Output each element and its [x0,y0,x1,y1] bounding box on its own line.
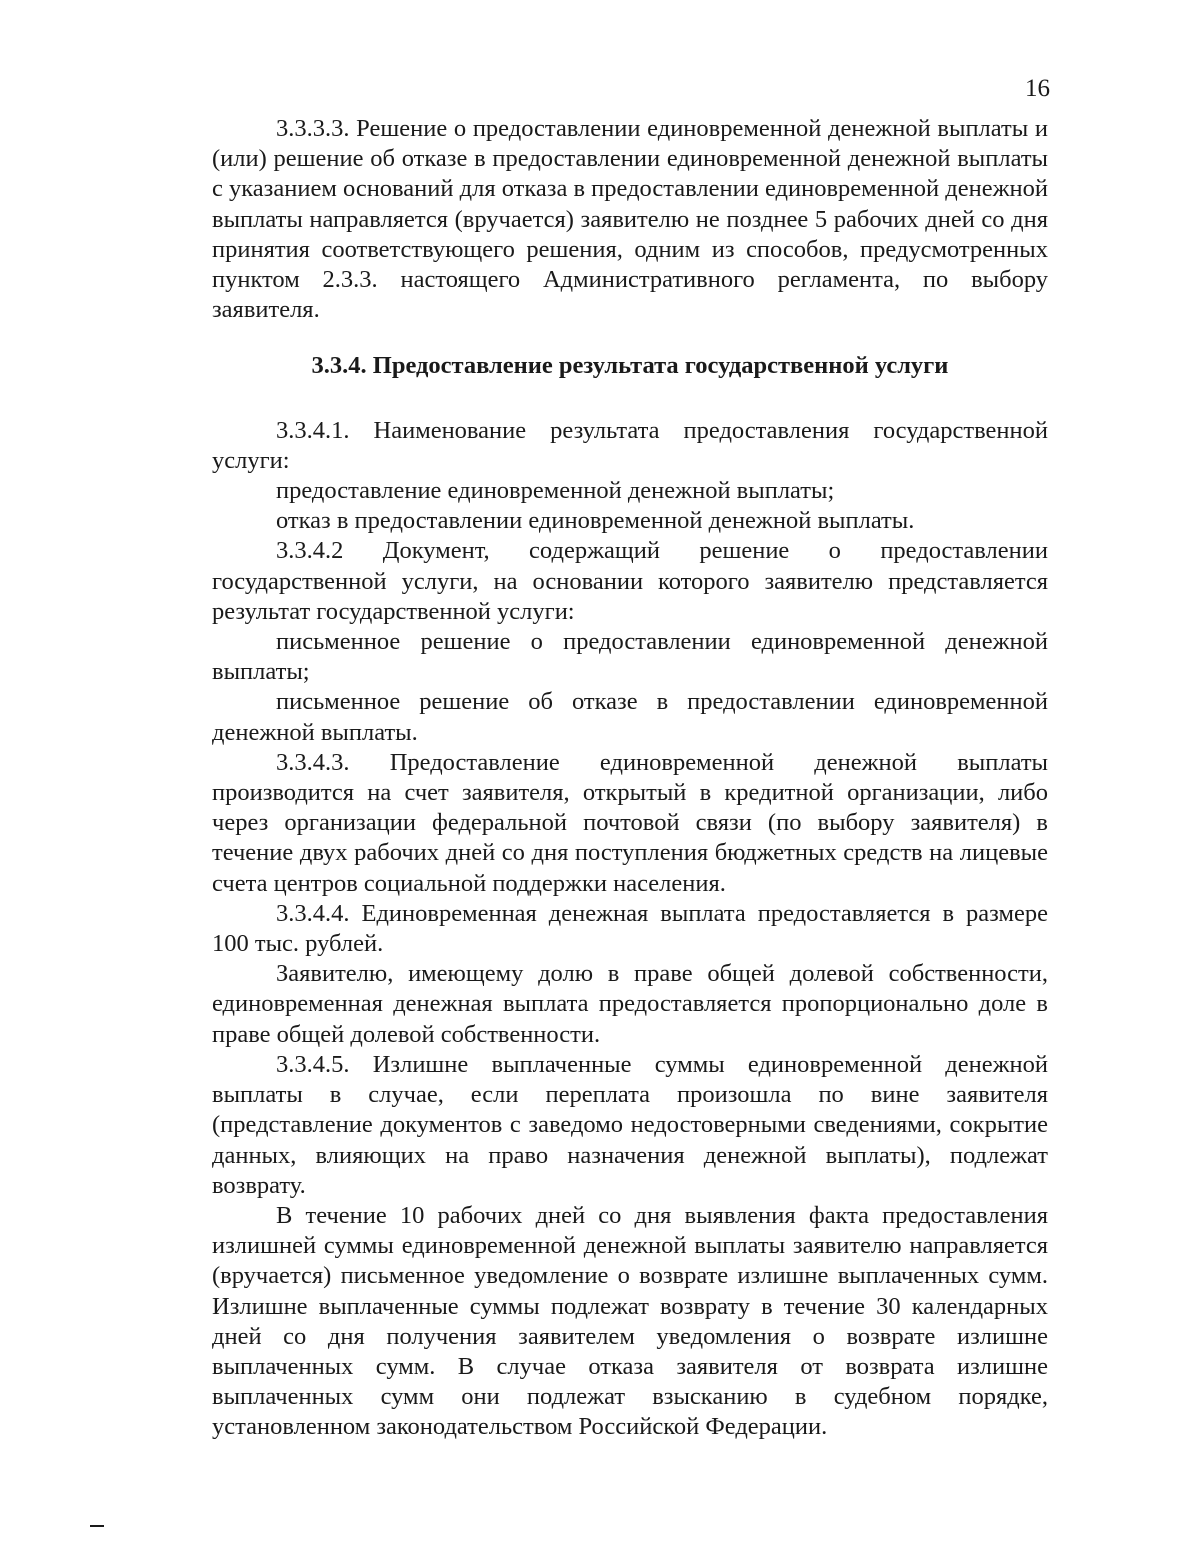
paragraph-written-decision-grant: письменное решение о предоставлении единовременной денежной выплаты; [212,628,1048,686]
paragraph-3-3-4-5: 3.3.4.5. Излишне выплаченные суммы единовременной денежной выплаты в случае, если переплата произошла по вине заявителя (представление документов с заведомо недостоверными сведениями, сокрытие данных, влияющих на право назначения денежной выплаты), подлежат возврату. [212,1050,1048,1199]
paragraph-3-3-4-2: 3.3.4.2 Документ, содержащий решение о предоставлении государственной услуги, на основании которого заявителю представляется результат государственной услуги: [212,537,1048,625]
paragraph-3-3-4-4: 3.3.4.4. Единовременная денежная выплата предоставляется в размере 100 тыс. рублей. [212,899,1048,958]
paragraph-refund-procedure: В течение 10 рабочих дней со дня выявления факта предоставления излишней суммы единовременной денежной выплаты заявителю направляется (вручается) письменное уведомление о возврате излишне выплаченных сумм. Излишне выплаченные суммы подлежат возврату в течение 30 календарных дней со дня получения заявителем уведомления о возврате излишне выплаченных сумм. В случае отказа заявителя от возврата излишне выплаченных сумм они подлежат взысканию в судебном порядке, установленном законодательством Российской Федерации. [212,1201,1048,1441]
footer-mark [90,1525,104,1527]
paragraph-result-refusal: отказ в предоставлении единовременной денежной выплаты. [276,507,915,535]
paragraph-3-3-4-1: 3.3.4.1. Наименование результата предоставления государственной услуги: [212,416,1048,474]
paragraph-share-ownership: Заявителю, имеющему долю в праве общей долевой собственности, единовременная денежная выплата предоставляется пропорционально доле в праве общей долевой собственности. [212,960,1048,1048]
document-body [212,114,1048,1443]
page-number: 16 [1025,75,1050,102]
paragraph-3-3-4-3: 3.3.4.3. Предоставление единовременной денежной выплаты производится на счет заявителя, открытый в кредитной организации, либо через организации федеральной почтовой связи (по выбору заявителя) в течение двух рабочих дней со дня поступления бюджетных средств на лицевые счета центров социальной поддержки населения. [212,748,1048,897]
paragraph-written-decision-refusal: письменное решение об отказе в предоставлении единовременной денежной выплаты. [212,688,1048,746]
section-heading-3-3-4: 3.3.4. Предоставление результата государственной услуги [311,352,949,380]
paragraph-result-grant: предоставление единовременной денежной выплаты; [276,477,835,505]
paragraph-3-3-3-3: 3.3.3.3. Решение о предоставлении единовременной денежной выплаты и (или) решение об отказе в предоставлении единовременной денежной выплаты с указанием оснований для отказа в предоставлении единовременной денежной выплаты направляется (вручается) заявителю не позднее 5 рабочих дней со дня принятия соответствующего решения, одним из способов, предусмотренных пунктом 2.3.3. настоящего Административного регламента, по выбору заявителя. [212,115,1048,324]
